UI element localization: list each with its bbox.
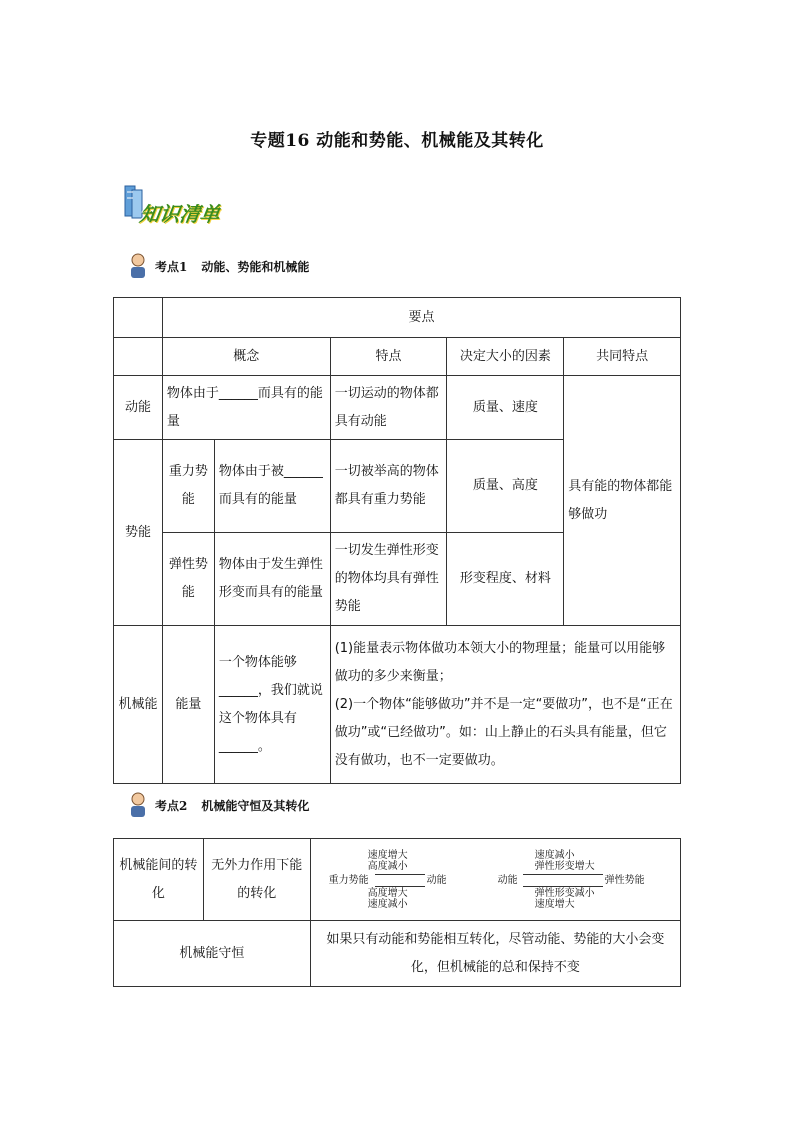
header-concept: 概念 xyxy=(162,338,330,376)
mechanical-note-1: (1)能量表示物体做功本领大小的物理量；能量可以用能够做功的多少来衡量； xyxy=(334,640,666,684)
mechanical-sub-label: 能量 xyxy=(162,626,214,784)
conversion-diagrams: 速度增大 高度减小 重力势能 动能 高度增大 速度减小 速度减小 弹性形变增大 动能 弹性势能 弹性形变减小 速度增大 xyxy=(310,839,680,921)
header-factor: 决定大小的因素 xyxy=(447,338,564,376)
gravity-factor: 质量、高度 xyxy=(447,440,564,533)
header-key-points: 要点 xyxy=(162,298,680,338)
row-potential-label: 势能 xyxy=(114,440,163,626)
page-title: 专题16 动能和势能、机械能及其转化 xyxy=(250,131,544,151)
header-common: 共同特点 xyxy=(564,338,681,376)
table-energy-concepts xyxy=(113,297,681,784)
row-kinetic-label: 动能 xyxy=(114,376,163,440)
kinetic-feature: 一切运动的物体都具有动能 xyxy=(330,376,447,440)
table-energy-conservation xyxy=(113,838,681,987)
mechanical-concept: 一个物体能够______，我们就说这个物体具有______。 xyxy=(214,626,330,784)
conservation-text: 如果只有动能和势能相互转化，尽管动能、势能的大小会变化，但机械能的总和保持不变 xyxy=(310,921,680,987)
conversion-condition: 无外力作用下能的转化 xyxy=(203,839,310,921)
teacher-icon xyxy=(127,792,149,818)
elastic-label: 弹性势能 xyxy=(162,533,214,626)
topic-2-heading: 考点2 机械能守恒及其转化 xyxy=(127,792,309,818)
knowledge-list-badge xyxy=(120,182,240,230)
gravity-concept: 物体由于被______而具有的能量 xyxy=(214,440,330,533)
elastic-factor: 形变程度、材料 xyxy=(447,533,564,626)
mechanical-notes xyxy=(330,626,680,784)
row-mechanical-label: 机械能 xyxy=(114,626,163,784)
mechanical-note-2: (2)一个物体“能够做功”并不是一定“要做功”，也不是“正在做功”或“已经做功”。如：山上静止的石头具有能量，但它没有做功，也不一定要做功。 xyxy=(334,696,673,768)
gravity-feature: 一切被举高的物体都具有重力势能 xyxy=(330,440,447,533)
kinetic-concept: 物体由于______而具有的能量 xyxy=(162,376,330,440)
elastic-feature: 一切发生弹性形变的物体均具有弹性势能 xyxy=(330,533,447,626)
topic-1-heading: 考点1 动能、势能和机械能 xyxy=(127,253,309,279)
gravity-label: 重力势能 xyxy=(162,440,214,533)
common-feature: 具有能的物体都能够做功 xyxy=(564,376,681,626)
header-feature: 特点 xyxy=(330,338,447,376)
kinetic-factor: 质量、速度 xyxy=(447,376,564,440)
teacher-icon xyxy=(127,253,149,279)
badge-text: 知识清单 xyxy=(138,202,222,226)
conversion-label: 机械能间的转化 xyxy=(114,839,204,921)
elastic-concept: 物体由于发生弹性形变而具有的能量 xyxy=(214,533,330,626)
conservation-label: 机械能守恒 xyxy=(114,921,311,987)
